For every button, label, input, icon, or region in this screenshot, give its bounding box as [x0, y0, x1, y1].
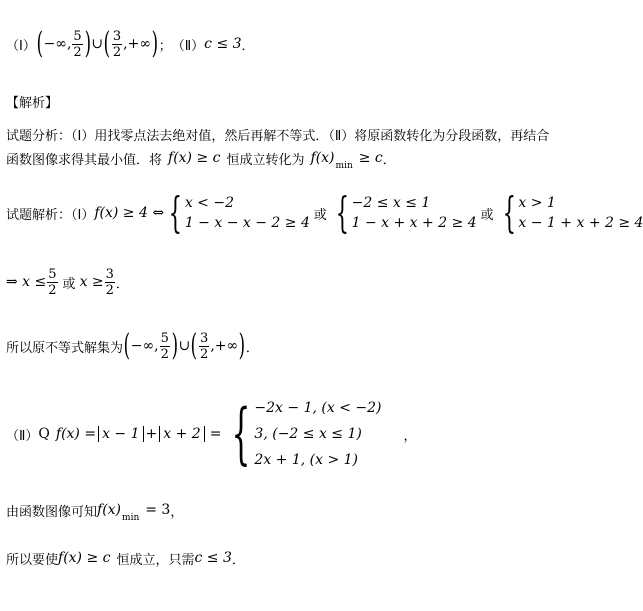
piece-3: 2x + 1, (x > 1)	[254, 452, 359, 468]
period: ．	[245, 340, 259, 356]
close-paren: )	[238, 328, 246, 363]
frac-num: 5	[73, 28, 82, 44]
piece-1: −2x − 1, (x < −2)	[254, 400, 382, 416]
result-line	[6, 262, 129, 302]
frac-num: 3	[105, 266, 114, 282]
brace: {	[168, 188, 183, 237]
union-symbol: ∪	[178, 338, 191, 354]
case2-cond: −2 ≤ x ≤ 1	[351, 195, 431, 211]
case-3	[518, 193, 643, 233]
or-word: 或	[313, 207, 327, 223]
comma: ，	[403, 428, 417, 444]
semicolon: ；	[158, 38, 172, 54]
piece-2: 3, (−2 ≤ x ≤ 1)	[254, 426, 362, 442]
period: ．	[231, 552, 245, 568]
case3-ineq: x − 1 + x + 2 ≥ 4	[518, 215, 643, 231]
final-line	[6, 546, 245, 570]
solution-set-text: 所以原不等式解集为	[6, 340, 124, 356]
fraction-3-2	[112, 30, 122, 59]
frac-den: 2	[48, 282, 57, 298]
pos-inf: +∞	[127, 36, 152, 52]
case1-cond: x < −2	[184, 195, 234, 211]
because-symbol: Q	[38, 426, 50, 442]
fraction-5-2	[160, 332, 170, 361]
or-word: 或	[62, 276, 76, 292]
solution-expr: f(x) ≥ 4 ⇔	[94, 205, 165, 221]
open-paren: (	[36, 26, 43, 61]
frac-den: 2	[200, 346, 209, 362]
idea-line-2	[6, 146, 396, 170]
neg-inf: −∞	[43, 36, 67, 52]
frac-den: 2	[160, 346, 169, 362]
frac-num: 3	[112, 28, 122, 44]
case-2	[352, 193, 477, 233]
f-min-f: f(x)	[97, 502, 122, 518]
ge-c: ≥ c	[358, 150, 383, 166]
abs-x-plus-2: x + 2	[159, 426, 204, 442]
f-eq: f(x) =	[55, 426, 97, 442]
c-le-3: c ≤ 3	[204, 36, 242, 52]
brace: {	[231, 395, 251, 472]
final-c: c ≤ 3	[194, 550, 232, 566]
eq-3: = 3	[145, 502, 171, 518]
period: ．	[241, 38, 255, 54]
pos-inf: +∞	[214, 338, 239, 354]
f-min-subscript: min	[122, 513, 140, 523]
period: ．	[115, 276, 129, 292]
case-1	[185, 193, 310, 233]
frac-num: 5	[160, 330, 169, 346]
close-paren: )	[151, 26, 159, 61]
or-word: 或	[480, 207, 494, 223]
final-text-b: 恒成立，只需	[116, 552, 195, 568]
f-min-f: f(x)	[310, 150, 335, 166]
x-ge: x ≥	[79, 274, 104, 290]
fraction-3-2	[105, 268, 115, 297]
fraction-5-2	[47, 268, 57, 297]
case3-cond: x > 1	[518, 195, 556, 211]
frac-num: 3	[200, 330, 209, 346]
case2-ineq: 1 − x + x + 2 ≥ 4	[351, 215, 477, 231]
idea-end: ．	[382, 152, 396, 168]
part2-label: （Ⅱ）	[171, 38, 205, 54]
abs-x-minus-1: x − 1	[98, 426, 143, 442]
open-paren: (	[190, 328, 198, 363]
final-text-a: 所以要使	[6, 552, 59, 568]
frac-den: 2	[73, 44, 82, 60]
frac-den: 2	[112, 44, 122, 60]
part2-line	[6, 392, 417, 476]
comma: ，	[170, 504, 184, 520]
solution-line	[6, 190, 643, 236]
open-paren: (	[103, 26, 111, 61]
idea-text-a: 函数图像求得其最小值．将	[6, 152, 163, 168]
idea-text-b: 恒成立转化为	[226, 152, 305, 168]
min-text: 由函数图像可知	[6, 504, 98, 520]
brace: {	[335, 188, 349, 237]
close-paren: )	[171, 328, 178, 363]
open-paren: (	[123, 328, 131, 363]
solution-set-line: 所以原不等式解集为 ( −∞ , $\frac{5}{2}$ ) ∪ ( $\frac{3}{2}$ , +∞ ) ．	[6, 328, 259, 363]
close-paren: )	[84, 26, 91, 61]
min-line	[6, 498, 183, 522]
answer-line: （Ⅰ） ( −∞ , $\frac{5}{2}$ ) ∪ ( $\frac{3}{2}$ , +∞ ) ； （Ⅱ） c ≤ 3 ．	[6, 26, 255, 61]
piecewise	[254, 395, 381, 473]
fraction-3-2	[199, 332, 209, 361]
neg-inf: −∞	[130, 338, 155, 354]
fraction-5-2	[72, 30, 82, 59]
idea-line-1: 试题分析：（Ⅰ）用找零点法去绝对值，然后再解不等式．（Ⅱ）将原函数转化为分段函数，再结合	[6, 129, 550, 144]
arrow-x-le: ⇒ x ≤	[6, 274, 47, 290]
part2-prefix: （Ⅱ）	[6, 428, 39, 444]
frac-num: 5	[48, 266, 57, 282]
plus: +	[145, 426, 158, 442]
brace: {	[502, 188, 516, 237]
idea-expr: f(x) ≥ c	[168, 150, 221, 166]
final-expr: f(x) ≥ c	[58, 550, 111, 566]
case1-ineq: 1 − x − x − 2 ≥ 4	[184, 215, 310, 231]
part1-label: （Ⅰ）	[6, 38, 36, 54]
frac-den: 2	[105, 282, 114, 298]
solution-prefix: 试题解析：（Ⅰ）	[6, 207, 95, 223]
analysis-heading: 【解析】	[6, 96, 59, 111]
f-min-subscript: min	[335, 161, 353, 171]
equals: =	[209, 426, 222, 442]
union-symbol: ∪	[91, 36, 104, 52]
